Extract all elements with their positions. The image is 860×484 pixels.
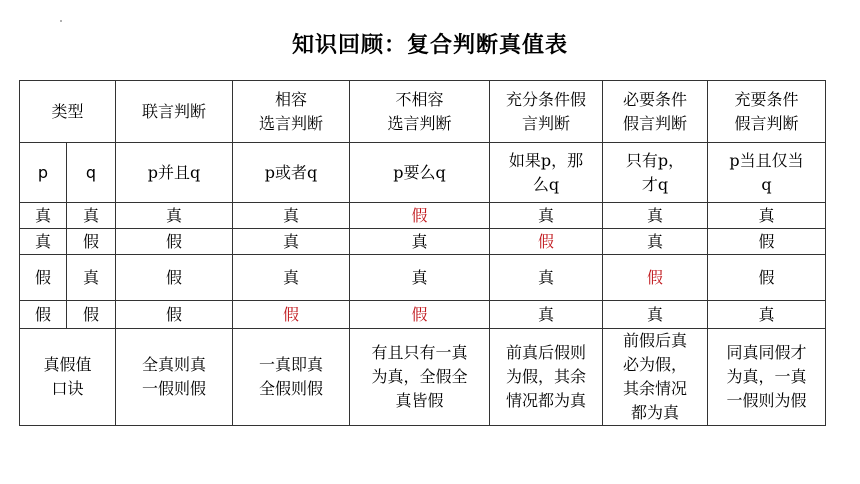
mnemonic-row [20,329,826,426]
truth-cell: 真 [350,255,490,301]
form-biconditional: p当且仅当 q [708,143,826,203]
truth-cell: 假 [490,229,603,255]
truth-p-value: 真 [20,203,67,229]
truth-p-value: 真 [20,229,67,255]
truth-cell: 假 [708,229,826,255]
truth-cell: 假 [233,301,350,329]
variable-p-header: p [20,143,67,203]
truth-row [20,229,826,255]
form-sufficient-conditional: 如果p，那 么q [490,143,603,203]
truth-row [20,255,826,301]
mnemonic-necessary-conditional: 前假后真 必为假， 其余情况 都为真 [603,329,708,426]
truth-p-value: 假 [20,301,67,329]
page-title: 知识回顾：复合判断真值表 [291,33,568,58]
mnemonic-exclusive-disjunctive: 有且只有一真 为真，全假全 真皆假 [350,329,490,426]
column-header-conjunctive: 联言判断 [116,81,233,143]
truth-q-value: 真 [67,255,116,301]
truth-cell: 假 [350,301,490,329]
mnemonic-label: 真假值 口诀 [20,329,116,426]
variable-q-header: q [67,143,116,203]
truth-row [20,203,826,229]
truth-cell: 假 [350,203,490,229]
column-header-inclusive-disjunctive: 相容 选言判断 [233,81,350,143]
truth-cell: 真 [708,203,826,229]
form-conjunctive: p并且q [116,143,233,203]
mnemonic-conjunctive: 全真则真 一假则假 [116,329,233,426]
stray-dot [60,20,62,22]
form-necessary-conditional: 只有p， 才q [603,143,708,203]
truth-q-value: 真 [67,203,116,229]
form-exclusive-disjunctive: p要么q [350,143,490,203]
column-header-necessary-conditional: 必要条件 假言判断 [603,81,708,143]
header-row [20,81,826,143]
column-header-exclusive-disjunctive: 不相容 选言判断 [350,81,490,143]
truth-cell: 真 [708,301,826,329]
mnemonic-sufficient-conditional: 前真后假则 为假，其余 情况都为真 [490,329,603,426]
truth-cell: 真 [233,255,350,301]
truth-q-value: 假 [67,301,116,329]
truth-row [20,301,826,329]
truth-cell: 真 [490,203,603,229]
truth-cell: 假 [708,255,826,301]
truth-p-value: 假 [20,255,67,301]
type-header: 类型 [20,81,116,143]
truth-q-value: 假 [67,229,116,255]
form-inclusive-disjunctive: p或者q [233,143,350,203]
truth-cell: 真 [233,203,350,229]
truth-cell: 真 [603,301,708,329]
truth-cell: 假 [603,255,708,301]
truth-cell: 真 [233,229,350,255]
mnemonic-inclusive-disjunctive: 一真即真 全假则假 [233,329,350,426]
column-header-biconditional: 充要条件 假言判断 [708,81,826,143]
form-row [20,143,826,203]
truth-cell: 真 [490,255,603,301]
truth-cell: 假 [116,301,233,329]
truth-cell: 真 [603,203,708,229]
truth-cell: 假 [116,229,233,255]
truth-cell: 真 [603,229,708,255]
truth-cell: 真 [350,229,490,255]
truth-cell: 真 [490,301,603,329]
truth-table [19,80,826,426]
truth-cell: 假 [116,255,233,301]
mnemonic-biconditional: 同真同假才 为真，一真 一假则为假 [708,329,826,426]
column-header-sufficient-conditional: 充分条件假 言判断 [490,81,603,143]
truth-cell: 真 [116,203,233,229]
